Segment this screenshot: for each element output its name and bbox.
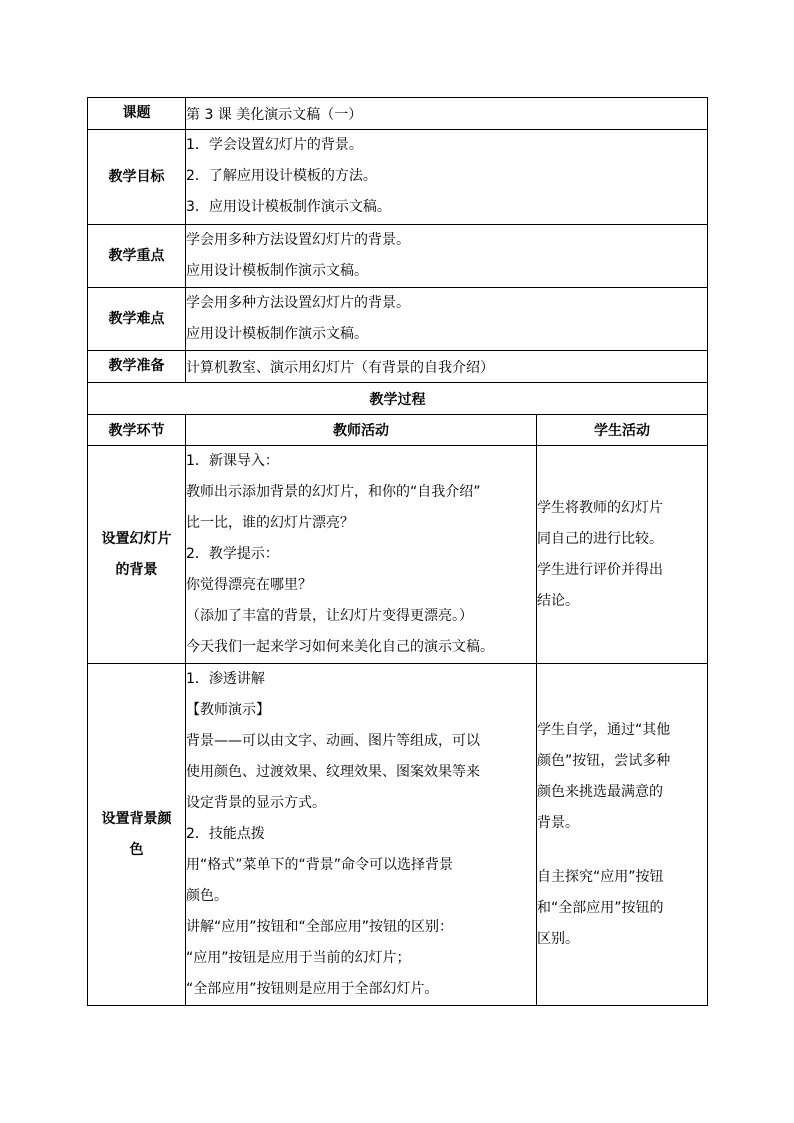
stage-name-line: 设置幻灯片 [101, 530, 172, 547]
teacher-line: 讲解“应用”按钮和“全部应用”按钮的区别： [186, 919, 454, 935]
stage-row-background-color [88, 664, 708, 1006]
teacher-line: 今天我们一起来学习如何来美化自己的演示文稿。 [186, 639, 494, 655]
teacher-line: 设定背景的显示方式。 [186, 795, 326, 811]
teacher-line: 1．新课导入： [186, 453, 279, 469]
student-activity [537, 664, 708, 1006]
stage-name-line: 色 [129, 841, 144, 858]
objective-item: 1．学会设置幻灯片的背景。 [186, 137, 363, 153]
column-header-row [88, 415, 708, 446]
student-line: 区别。 [537, 930, 579, 947]
preparation-label: 教学准备 [88, 351, 186, 383]
stage-row-background [88, 446, 708, 664]
teacher-line: “全部应用”按钮则是应用于全部幻灯片。 [186, 981, 439, 997]
student-line: 同自己的进行比较。 [537, 530, 663, 547]
student-line: 和“全部应用”按钮的 [537, 899, 664, 916]
difficulty-item: 应用设计模板制作演示文稿。 [186, 326, 368, 342]
student-line: 颜色”按钮，尝试多种 [537, 752, 671, 769]
stage-name-line: 的背景 [115, 561, 158, 578]
student-line: 自主探究“应用”按钮 [537, 868, 664, 885]
key-points-label: 教学重点 [88, 225, 186, 288]
stage-name-line: 设置背景颜 [101, 810, 172, 827]
student-line: 结论。 [537, 592, 579, 609]
difficulties-label: 教学难点 [88, 288, 186, 351]
teacher-column-header: 教师活动 [186, 415, 537, 446]
key-point-item: 学会用多种方法设置幻灯片的背景。 [186, 232, 410, 248]
teacher-activity [186, 446, 537, 664]
stage-column-header: 教学环节 [88, 415, 186, 446]
student-activity [537, 446, 708, 664]
difficulties-row [88, 288, 708, 351]
teacher-activity [186, 664, 537, 1006]
preparation-value: 计算机教室、演示用幻灯片（有背景的自我介绍） [186, 351, 708, 383]
teacher-line: 背景——可以由文字、动画、图片等组成，可以 [186, 733, 480, 749]
student-line: 学生自学，通过“其他 [537, 721, 671, 738]
objective-item: 3．应用设计模板制作演示文稿。 [186, 199, 391, 215]
stage-name [88, 664, 186, 1006]
topic-row [88, 98, 708, 130]
process-title: 教学过程 [88, 383, 708, 415]
student-line: 学生进行评价并得出 [537, 561, 663, 578]
teacher-line: 1．渗透讲解 [186, 671, 265, 687]
lesson-plan-table [87, 97, 708, 1006]
teacher-line: 用“格式”菜单下的“背景”命令可以选择背景 [186, 857, 454, 873]
key-points-content [186, 225, 708, 288]
topic-label: 课题 [88, 98, 186, 130]
teacher-line: 教师出示添加背景的幻灯片，和你的“自我介绍” [186, 484, 481, 500]
student-column-header: 学生活动 [537, 415, 708, 446]
student-line: 颜色来挑选最满意的 [537, 783, 663, 800]
difficulty-item: 学会用多种方法设置幻灯片的背景。 [186, 295, 410, 311]
teacher-line: 2．技能点拨 [186, 826, 265, 842]
teacher-line: 你觉得漂亮在哪里？ [186, 577, 312, 593]
teacher-line: 比一比，谁的幻灯片漂亮？ [186, 515, 354, 531]
spacer [537, 839, 707, 862]
key-point-item: 应用设计模板制作演示文稿。 [186, 263, 368, 279]
teacher-line: （添加了丰富的背景，让幻灯片变得更漂亮。） [186, 608, 473, 624]
objectives-row [88, 130, 708, 225]
objective-item: 2．了解应用设计模板的方法。 [186, 168, 377, 184]
student-line: 学生将教师的幻灯片 [537, 499, 663, 516]
difficulties-content [186, 288, 708, 351]
topic-value: 第 3 课 美化演示文稿（一） [186, 98, 708, 130]
objectives-content [186, 130, 708, 225]
stage-name [88, 446, 186, 664]
preparation-row [88, 351, 708, 383]
teacher-line: 颜色。 [186, 888, 228, 904]
teacher-line: 【教师演示】 [186, 702, 270, 718]
teacher-line: 使用颜色、过渡效果、纹理效果、图案效果等来 [186, 764, 480, 780]
teacher-line: 2．教学提示： [186, 546, 279, 562]
teacher-line: “应用”按钮是应用于当前的幻灯片； [186, 950, 411, 966]
process-title-row [88, 383, 708, 415]
objectives-label: 教学目标 [88, 130, 186, 225]
student-line: 背景。 [537, 814, 579, 831]
key-points-row [88, 225, 708, 288]
